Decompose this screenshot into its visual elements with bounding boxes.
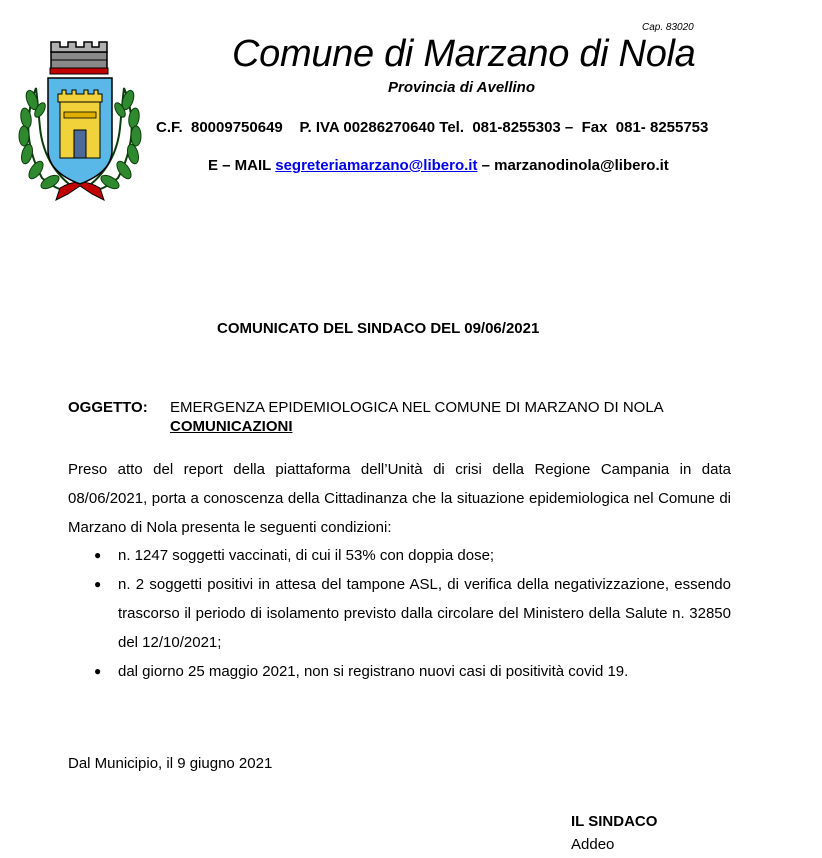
list-item (90, 570, 731, 657)
bullet-icon: ● (94, 548, 102, 562)
list-item (90, 657, 731, 686)
fiscal-contact-line: C.F. 80009750649 P. IVA 00286270640 Tel. 081-8255303 – Fax 081- 8255753 (156, 119, 709, 136)
document-title: COMUNICATO DEL SINDACO DEL 09/06/2021 (217, 320, 540, 337)
bullet-icon: ● (94, 577, 102, 591)
municipality-title: Comune di Marzano di Nola (232, 33, 696, 75)
conditions-list (90, 541, 731, 686)
list-item-text: dal giorno 25 maggio 2021, non si registrano nuovi casi di positività covid 19. (118, 663, 629, 680)
email-prefix: E – MAIL (208, 157, 276, 174)
subject-label: OGGETTO: (68, 399, 148, 416)
email-line (208, 157, 669, 174)
subject-heading: COMUNICAZIONI (170, 418, 293, 435)
coat-of-arms-icon (14, 38, 146, 204)
postal-code: Cap. 83020 (642, 22, 694, 33)
email-link[interactable]: segreteriamarzano@libero.it (275, 157, 478, 174)
email-suffix: – marzanodinola@libero.it (477, 157, 669, 174)
province-subtitle: Provincia di Avellino (388, 79, 535, 96)
signature-name: Addeo (571, 836, 615, 853)
body-paragraph: Preso atto del report della piattaforma dell’Unità di crisi della Regione Campania in data 08/06/2021, porta a conoscenza della Cittadinanza che la situazione epidemiologica nel Comune di Marzano di Nola presenta le seguenti condizioni: (68, 461, 731, 536)
subject-line: EMERGENZA EPIDEMIOLOGICA NEL COMUNE DI MARZANO DI NOLA (170, 399, 664, 416)
signature-title: IL SINDACO (571, 813, 658, 830)
list-item-text: n. 1247 soggetti vaccinati, di cui il 53% con doppia dose; (118, 547, 495, 564)
bullet-icon: ● (94, 664, 102, 678)
place-date: Dal Municipio, il 9 giugno 2021 (68, 755, 273, 772)
tower-icon (58, 90, 102, 158)
list-item-text: n. 2 soggetti positivi in attesa del tampone ASL, di verifica della negativizzazione, essendo trascorso il periodo di isolamento previsto dalla circolare del Ministero della Salute n. 32850 del 12/10/2021; (118, 576, 731, 651)
list-item (90, 541, 731, 570)
crown-icon (50, 42, 108, 74)
